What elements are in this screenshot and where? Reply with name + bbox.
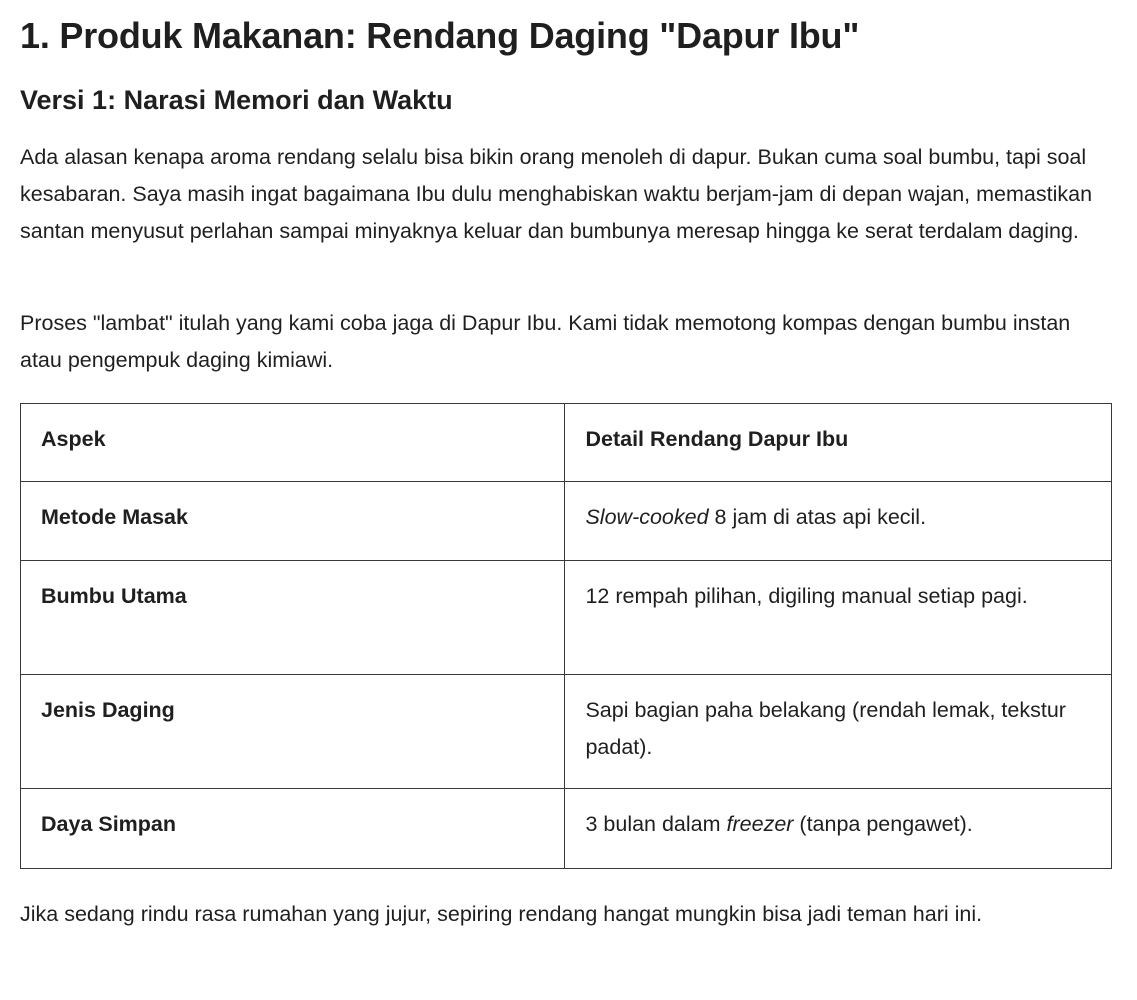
detail-text: (tanpa pengawet). (793, 812, 973, 836)
table-cell-detail (565, 789, 1112, 869)
italic-term: freezer (726, 812, 794, 836)
table-cell-detail (565, 482, 1112, 561)
table-row (21, 561, 1112, 675)
table-cell-detail: Sapi bagian paha belakang (rendah lemak, tekstur padat). (565, 675, 1112, 789)
table-cell-aspek: Jenis Daging (21, 675, 565, 789)
table-header-detail: Detail Rendang Dapur Ibu (565, 404, 1112, 482)
detail-table (20, 403, 1112, 869)
paragraph-memory: Ada alasan kenapa aroma rendang selalu bisa bikin orang menoleh di dapur. Bukan cuma soal bumbu, tapi soal kesabaran. Saya masih ingat bagaimana Ibu dulu menghabiskan waktu berjam-jam di depan wajan, memastikan santan menyusut perlahan sampai minyaknya keluar dan bumbunya meresap hingga ke serat terdalam daging. (20, 145, 1093, 243)
italic-term: Slow-cooked (585, 505, 709, 529)
table-row (21, 789, 1112, 869)
table-row (21, 675, 1112, 789)
table-row (21, 482, 1112, 561)
detail-text: 8 jam di atas api kecil. (708, 505, 927, 529)
table-cell-aspek: Metode Masak (21, 482, 565, 561)
table-cell-aspek: Bumbu Utama (21, 561, 565, 675)
table-header-aspek: Aspek (21, 404, 565, 482)
page-title: 1. Produk Makanan: Rendang Daging "Dapur Ibu" (20, 15, 860, 56)
table-header-row (21, 404, 1112, 482)
paragraph-closing: Jika sedang rindu rasa rumahan yang jujur, sepiring rendang hangat mungkin bisa jadi teman hari ini. (20, 902, 983, 926)
table-cell-aspek: Daya Simpan (21, 789, 565, 869)
table-cell-detail: 12 rempah pilihan, digiling manual setiap pagi. (565, 561, 1112, 675)
paragraph-process: Proses "lambat" itulah yang kami coba jaga di Dapur Ibu. Kami tidak memotong kompas dengan bumbu instan atau pengempuk daging kimiawi. (20, 311, 1071, 372)
detail-text: 3 bulan dalam (585, 812, 727, 836)
section-subtitle: Versi 1: Narasi Memori dan Waktu (20, 85, 453, 115)
